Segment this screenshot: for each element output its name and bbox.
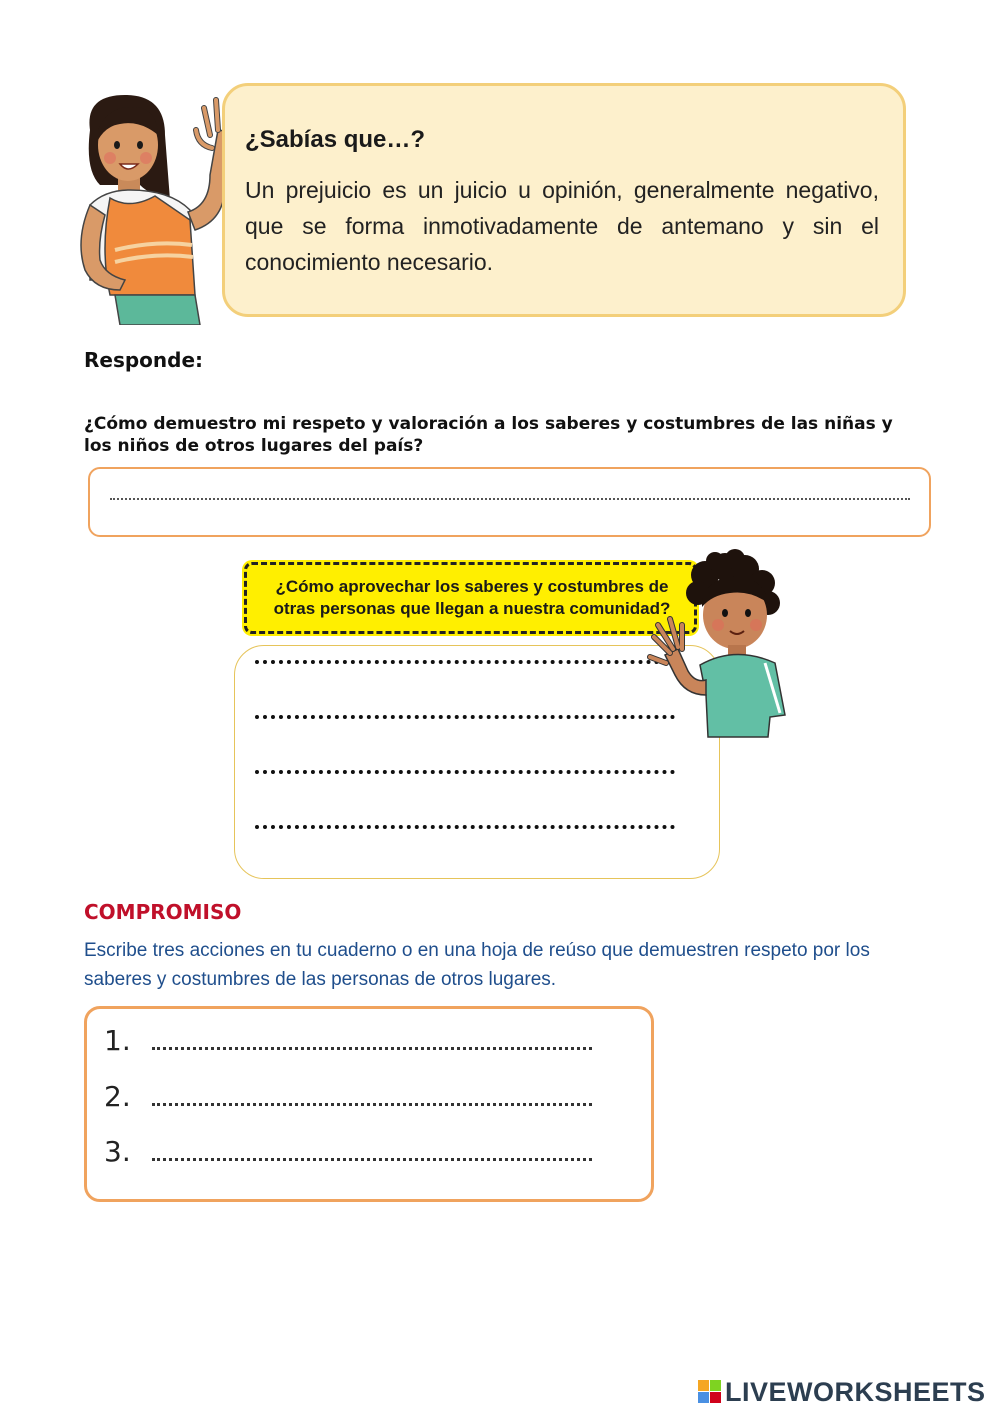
list-line-1[interactable]: [152, 1046, 592, 1050]
info-title: ¿Sabías que…?: [245, 126, 426, 153]
boy-illustration: [640, 545, 790, 745]
list-number-3: 3.: [104, 1135, 131, 1168]
liveworksheets-logo: [698, 1376, 986, 1408]
answer-line-3: [255, 770, 675, 774]
info-text: Un prejuicio es un juicio u opinión, generalmente negativo, que se forma inmotivadamente de antemano y sin el conocimiento necesario.: [245, 177, 879, 275]
responde-label: Responde:: [84, 348, 204, 372]
logo-grid-icon: [698, 1380, 722, 1404]
list-number-2: 2.: [104, 1080, 131, 1113]
answer-line-2: [255, 715, 675, 719]
compromiso-instructions: Escribe tres acciones en tu cuaderno o en una hoja de reúso que demuestren respeto por los saberes y costumbres de las personas de otros lugares.: [84, 940, 870, 990]
list-line-3[interactable]: [152, 1157, 592, 1161]
answer-line-1: [255, 660, 675, 664]
answer-dotted-line: [110, 498, 910, 500]
compromiso-title: COMPROMISO: [84, 900, 242, 924]
list-line-2[interactable]: [152, 1102, 592, 1106]
bubble-question: ¿Cómo aprovechar los saberes y costumbres de otras personas que llegan a nuestra comunidad?: [273, 577, 671, 618]
answer-field-respeto[interactable]: [88, 467, 931, 537]
list-number-1: 1.: [104, 1024, 131, 1057]
answer-line-4: [255, 825, 675, 829]
question-respeto: ¿Cómo demuestro mi respeto y valoración a los saberes y costumbres de las niñas y los niños de otros lugares del país?: [84, 414, 893, 456]
logo-text: LIVEWORKSHEETS: [725, 1376, 986, 1407]
